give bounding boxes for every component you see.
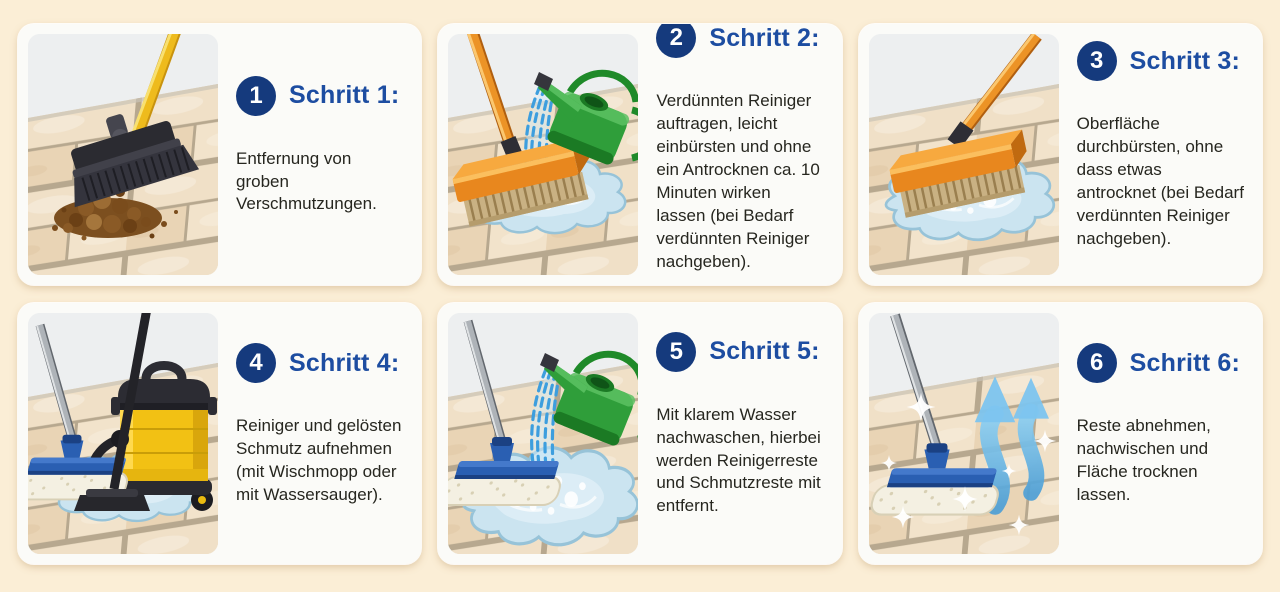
step-title: Schritt 5: bbox=[709, 337, 820, 366]
step-card-5 bbox=[438, 303, 841, 564]
step-text-5 bbox=[652, 313, 831, 554]
step-number-badge: 4 bbox=[236, 343, 276, 383]
step-title: Schritt 4: bbox=[289, 348, 400, 377]
step-title: Schritt 2: bbox=[709, 24, 820, 52]
step-number-badge: 2 bbox=[656, 24, 696, 58]
step-description: Verdünnten Reiniger auftragen, leicht einbürsten und ohne ein Antrocknen ca. 10 Minuten wirken lassen (bei Bedarf verdünnten Reiniger nachgeben). bbox=[656, 91, 820, 271]
step-number-badge: 3 bbox=[1077, 41, 1117, 81]
step-card-1 bbox=[18, 24, 421, 285]
step-description: Reiniger und gelösten Schmutz aufnehmen (mit Wischmopp oder mit Wassersauger). bbox=[236, 416, 402, 504]
step-number-badge: 1 bbox=[236, 76, 276, 116]
step-text-1 bbox=[232, 34, 411, 275]
step-description: Mit klarem Wasser nachwaschen, hierbei werden Reinigerreste und Schmutzreste mit entfernt. bbox=[656, 404, 821, 516]
watering-can-scrub-brush-illustration bbox=[448, 34, 638, 275]
step-title: Schritt 1: bbox=[289, 81, 400, 110]
step-text-2 bbox=[652, 24, 831, 275]
step-number-badge: 6 bbox=[1077, 343, 1117, 383]
scrub-brush-wet-floor-illustration bbox=[869, 34, 1059, 275]
step-text-6 bbox=[1073, 313, 1252, 554]
step-card-4 bbox=[18, 303, 421, 564]
step-card-6 bbox=[859, 303, 1262, 564]
step-description: Entfernung von groben Verschmutzungen. bbox=[236, 148, 377, 214]
step-card-2 bbox=[438, 24, 841, 285]
broom-sweeping-dirt-illustration bbox=[28, 34, 218, 275]
watering-can-flat-mop-illustration bbox=[448, 313, 638, 554]
mop-and-wet-vacuum-illustration bbox=[28, 313, 218, 554]
step-text-3 bbox=[1073, 34, 1252, 275]
step-title: Schritt 6: bbox=[1129, 348, 1241, 377]
step-number-badge: 5 bbox=[656, 332, 696, 372]
step-text-4 bbox=[232, 313, 411, 554]
step-description: Oberfläche durchbürsten, ohne dass etwas antrocknet (bei Bedarf verdünnten Reiniger nachgeben). bbox=[1076, 114, 1244, 248]
flat-mop-drying-sparkles-illustration bbox=[869, 313, 1059, 554]
step-title: Schritt 3: bbox=[1129, 46, 1241, 75]
step-card-3 bbox=[859, 24, 1262, 285]
step-description: Reste abnehmen, nachwischen und Fläche trocknen lassen. bbox=[1076, 416, 1211, 504]
